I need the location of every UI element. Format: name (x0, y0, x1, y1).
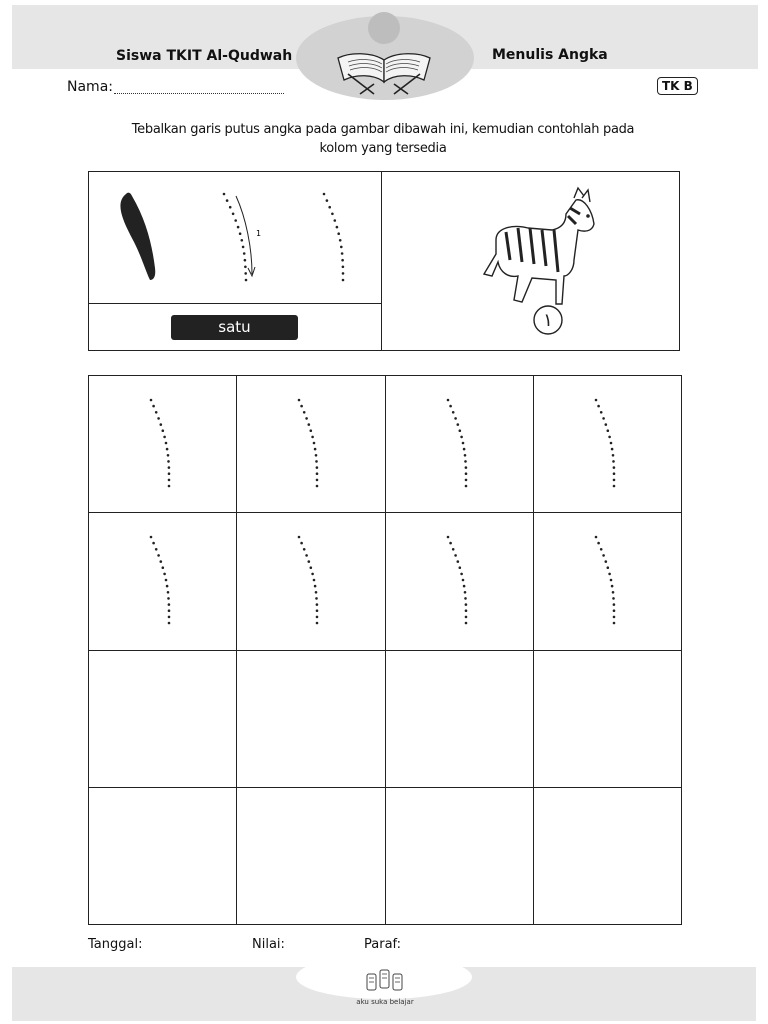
trace-dot (456, 423, 459, 426)
instruction-text: Tebalkan garis putus angka pada gambar dibawah ini, kemudian contohlah pada kolom yang tersedia (131, 122, 635, 156)
zebra-numeral: ١ (543, 310, 553, 331)
trace-dot (609, 442, 612, 445)
trace-dot (611, 591, 614, 594)
trace-dot (312, 436, 315, 439)
trace-dot (306, 417, 309, 420)
trace-dot (165, 579, 168, 582)
traced-one-dotted[interactable] (312, 188, 362, 288)
score-label: Nilai: (252, 937, 285, 952)
trace-dot (446, 399, 449, 402)
trace-dot (242, 246, 245, 249)
trace-dot (454, 554, 457, 557)
school-name: Siswa TKIT Al-Qudwah (116, 48, 293, 64)
blank-write-cell[interactable] (237, 787, 385, 924)
trace-dot (168, 472, 171, 475)
trace-dot (463, 454, 466, 457)
trace-dot (600, 411, 603, 414)
trace-dot (342, 272, 345, 275)
trace-cell[interactable] (385, 513, 533, 650)
trace-dot (451, 411, 454, 414)
trace-dot (460, 436, 463, 439)
trace-dot (608, 436, 611, 439)
trace-dot (612, 466, 615, 469)
children-reading-icon (364, 968, 406, 994)
grid-row (89, 376, 682, 513)
trace-dot (166, 585, 169, 588)
trace-dot (464, 616, 467, 619)
grid-row (89, 650, 682, 787)
trace-dot (168, 485, 171, 488)
trace-dot (464, 466, 467, 469)
trace-cell[interactable] (89, 513, 237, 650)
trace-dot (312, 573, 315, 576)
dotted-one-guide (237, 513, 385, 649)
trace-dot (316, 485, 319, 488)
trace-dot (166, 448, 169, 451)
trace-dot (237, 226, 240, 229)
grid-row (89, 513, 682, 650)
trace-dot (167, 454, 170, 457)
example-divider-vertical (381, 171, 382, 351)
trace-dot (245, 279, 248, 282)
trace-dot (606, 567, 609, 570)
open-quran-on-stand-icon (334, 44, 434, 96)
trace-dot (152, 542, 155, 545)
trace-dot (315, 454, 318, 457)
trace-dot (462, 448, 465, 451)
stroke-number: 1 (256, 229, 262, 238)
trace-dot (306, 554, 309, 557)
trace-dot (308, 423, 311, 426)
trace-dot (315, 597, 318, 600)
trace-dot (597, 405, 600, 408)
trace-dot (612, 622, 615, 625)
blank-write-cell[interactable] (533, 650, 681, 787)
dotted-one-guide (386, 376, 534, 512)
trace-dot (464, 479, 467, 482)
class-badge: TK B (657, 77, 698, 95)
trace-dot (458, 567, 461, 570)
trace-dot (315, 460, 318, 463)
trace-dot (602, 417, 605, 420)
trace-dot (611, 448, 614, 451)
trace-dot (298, 399, 301, 402)
trace-dot (301, 405, 304, 408)
trace-dot (612, 616, 615, 619)
trace-dot (608, 573, 611, 576)
trace-dot (604, 561, 607, 564)
trace-dot (331, 213, 334, 216)
trace-dot (612, 479, 615, 482)
trace-dot (314, 585, 317, 588)
arabic-numeral-one-icon (110, 188, 170, 288)
trace-dot (316, 604, 319, 607)
name-label: Nama: (67, 79, 113, 95)
zebra-icon (476, 180, 600, 342)
trace-cell[interactable] (89, 376, 237, 513)
trace-dot (316, 479, 319, 482)
blank-write-cell[interactable] (385, 650, 533, 787)
trace-dot (310, 567, 313, 570)
trace-dot (229, 206, 232, 209)
date-label: Tanggal: (88, 937, 143, 952)
trace-dot (464, 460, 467, 463)
worksheet-subject: Menulis Angka (492, 47, 608, 63)
trace-dot (160, 423, 163, 426)
traced-one-with-arrow[interactable] (212, 188, 272, 288)
trace-cell[interactable] (533, 376, 681, 513)
trace-dot (341, 259, 344, 262)
trace-dot (462, 585, 465, 588)
trace-dot (157, 554, 160, 557)
footer-tagline: aku suka belajar (356, 998, 414, 1006)
trace-dot (244, 272, 247, 275)
trace-dot (157, 417, 160, 420)
trace-dot (310, 429, 313, 432)
trace-dot (341, 252, 344, 255)
blank-write-cell[interactable] (237, 650, 385, 787)
trace-dot (168, 610, 171, 613)
trace-dot (460, 573, 463, 576)
trace-dot (463, 591, 466, 594)
example-divider-horizontal (88, 303, 382, 304)
trace-dot (165, 442, 168, 445)
name-write-line[interactable] (114, 93, 284, 94)
trace-dot (449, 405, 452, 408)
trace-cell[interactable] (385, 376, 533, 513)
trace-dot (316, 622, 319, 625)
practice-grid (88, 375, 682, 925)
dotted-one-guide (237, 376, 385, 512)
trace-dot (167, 591, 170, 594)
trace-dot (449, 542, 452, 545)
trace-dot (464, 597, 467, 600)
trace-cell[interactable] (533, 513, 681, 650)
trace-cell[interactable] (237, 513, 385, 650)
trace-dot (152, 405, 155, 408)
trace-dot (328, 206, 331, 209)
blank-write-cell[interactable] (385, 787, 533, 924)
dotted-one-guide (534, 513, 682, 649)
trace-dot (597, 542, 600, 545)
trace-dot (342, 266, 345, 269)
trace-dot (167, 597, 170, 600)
trace-dot (168, 466, 171, 469)
trace-dot (339, 239, 342, 242)
trace-dot (336, 226, 339, 229)
blank-write-cell[interactable] (89, 787, 237, 924)
trace-dot (316, 466, 319, 469)
trace-dot (461, 442, 464, 445)
trace-dot (303, 411, 306, 414)
trace-dot (315, 591, 318, 594)
trace-dot (594, 399, 597, 402)
trace-dot (301, 542, 304, 545)
dotted-one-guide (386, 513, 534, 649)
trace-dot (454, 417, 457, 420)
trace-dot (316, 472, 319, 475)
trace-dot (323, 193, 326, 196)
trace-dot (168, 622, 171, 625)
number-word-label: satu (171, 315, 298, 340)
trace-dot (155, 548, 158, 551)
trace-dot (611, 585, 614, 588)
trace-dot (464, 472, 467, 475)
signature-label: Paraf: (364, 937, 402, 952)
trace-dot (612, 604, 615, 607)
trace-cell[interactable] (237, 376, 385, 513)
trace-dot (340, 246, 343, 249)
trace-dot (150, 536, 153, 539)
trace-dot (602, 554, 605, 557)
trace-dot (456, 561, 459, 564)
trace-dot (160, 561, 163, 564)
trace-dot (458, 429, 461, 432)
trace-dot (162, 567, 165, 570)
trace-dot (239, 232, 242, 235)
trace-dot (316, 616, 319, 619)
trace-dot (163, 573, 166, 576)
trace-dot (342, 279, 345, 282)
trace-dot (241, 239, 244, 242)
trace-dot (298, 536, 301, 539)
trace-dot (446, 536, 449, 539)
trace-dot (334, 219, 337, 222)
trace-dot (168, 616, 171, 619)
trace-dot (594, 536, 597, 539)
trace-dot (163, 436, 166, 439)
trace-dot (313, 442, 316, 445)
trace-dot (155, 411, 158, 414)
trace-dot (244, 259, 247, 262)
header-logo-dot (368, 12, 400, 44)
trace-dot (451, 548, 454, 551)
trace-dot (234, 219, 237, 222)
trace-dot (609, 579, 612, 582)
trace-dot (461, 579, 464, 582)
trace-dot (313, 579, 316, 582)
trace-dot (464, 485, 467, 488)
trace-dot (604, 423, 607, 426)
blank-write-cell[interactable] (89, 650, 237, 787)
trace-dot (612, 460, 615, 463)
dotted-one-guide (534, 376, 682, 512)
trace-dot (612, 485, 615, 488)
trace-dot (464, 604, 467, 607)
trace-dot (244, 266, 247, 269)
trace-dot (226, 199, 229, 202)
trace-dot (162, 429, 165, 432)
trace-dot (314, 448, 317, 451)
trace-dot (612, 472, 615, 475)
trace-dot (464, 622, 467, 625)
trace-dot (243, 252, 246, 255)
trace-dot (168, 604, 171, 607)
trace-dot (464, 610, 467, 613)
trace-dot (337, 232, 340, 235)
trace-dot (612, 597, 615, 600)
trace-dot (612, 610, 615, 613)
trace-dot (167, 460, 170, 463)
blank-write-cell[interactable] (533, 787, 681, 924)
trace-dot (223, 193, 226, 196)
trace-dot (611, 454, 614, 457)
trace-dot (308, 561, 311, 564)
trace-dot (326, 199, 329, 202)
trace-dot (606, 429, 609, 432)
dotted-one-guide (89, 513, 237, 649)
trace-dot (168, 479, 171, 482)
trace-dot (600, 548, 603, 551)
trace-dot (150, 399, 153, 402)
trace-dot (316, 610, 319, 613)
grid-row (89, 787, 682, 924)
dotted-one-guide (89, 376, 237, 512)
trace-dot (303, 548, 306, 551)
trace-dot (232, 213, 235, 216)
